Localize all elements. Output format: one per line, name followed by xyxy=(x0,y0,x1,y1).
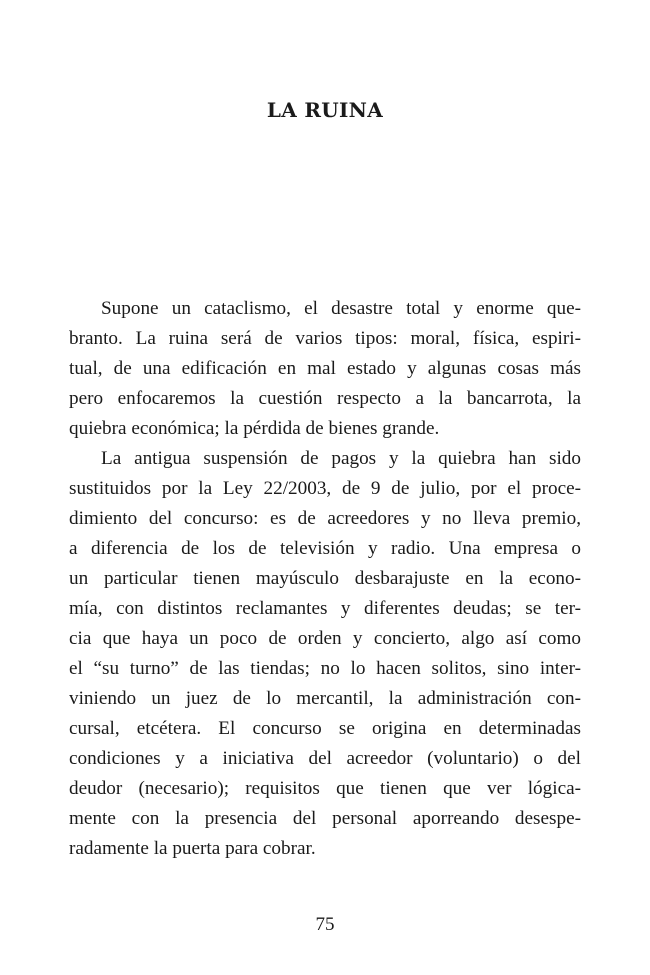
body-text xyxy=(69,294,581,864)
paragraph-2-line: sustituidos por la Ley 22/2003, de 9 de julio, por el proce- xyxy=(69,478,581,499)
chapter-title: LA RUINA xyxy=(266,98,384,122)
paragraph-2-line: cursal, etcétera. El concurso se origina en determinadas xyxy=(69,718,581,739)
paragraph-2-line: a diferencia de los de televisión y radio. Una empresa o xyxy=(69,538,581,559)
paragraph-2-line: dimiento del concurso: es de acreedores y no lleva premio, xyxy=(69,508,581,529)
page-number: 75 xyxy=(315,914,335,935)
paragraph-2-line: deudor (necesario); requisitos que tienen que ver lógica- xyxy=(69,778,581,799)
paragraph-2-line: La antigua suspensión de pagos y la quiebra han sido xyxy=(101,448,581,469)
paragraph-2-line: cia que haya un poco de orden y concierto, algo así como xyxy=(69,628,581,649)
paragraph-2-line: mía, con distintos reclamantes y diferentes deudas; se ter- xyxy=(69,598,581,619)
paragraph-2-line: el “su turno” de las tiendas; no lo hacen solitos, sino inter- xyxy=(69,658,581,679)
paragraph-2-line: viniendo un juez de lo mercantil, la administración con- xyxy=(69,688,581,709)
paragraph-2-line: condiciones y a iniciativa del acreedor (voluntario) o del xyxy=(69,748,581,769)
paragraph-1-line: pero enfocaremos la cuestión respecto a la bancarrota, la xyxy=(69,388,581,409)
paragraph-2-line: radamente la puerta para cobrar. xyxy=(69,838,316,859)
paragraph-1-line: quiebra económica; la pérdida de bienes grande. xyxy=(69,418,440,439)
paragraph-1-line: tual, de una edificación en mal estado y algunas cosas más xyxy=(69,358,581,379)
paragraph-2-line: un particular tienen mayúsculo desbarajuste en la econo- xyxy=(69,568,581,589)
paragraph-1-line: branto. La ruina será de varios tipos: moral, física, espiri- xyxy=(69,328,581,349)
paragraph-1-line: Supone un cataclismo, el desastre total y enorme que- xyxy=(101,298,581,319)
paragraph-2-line: mente con la presencia del personal aporreando desespe- xyxy=(69,808,581,829)
